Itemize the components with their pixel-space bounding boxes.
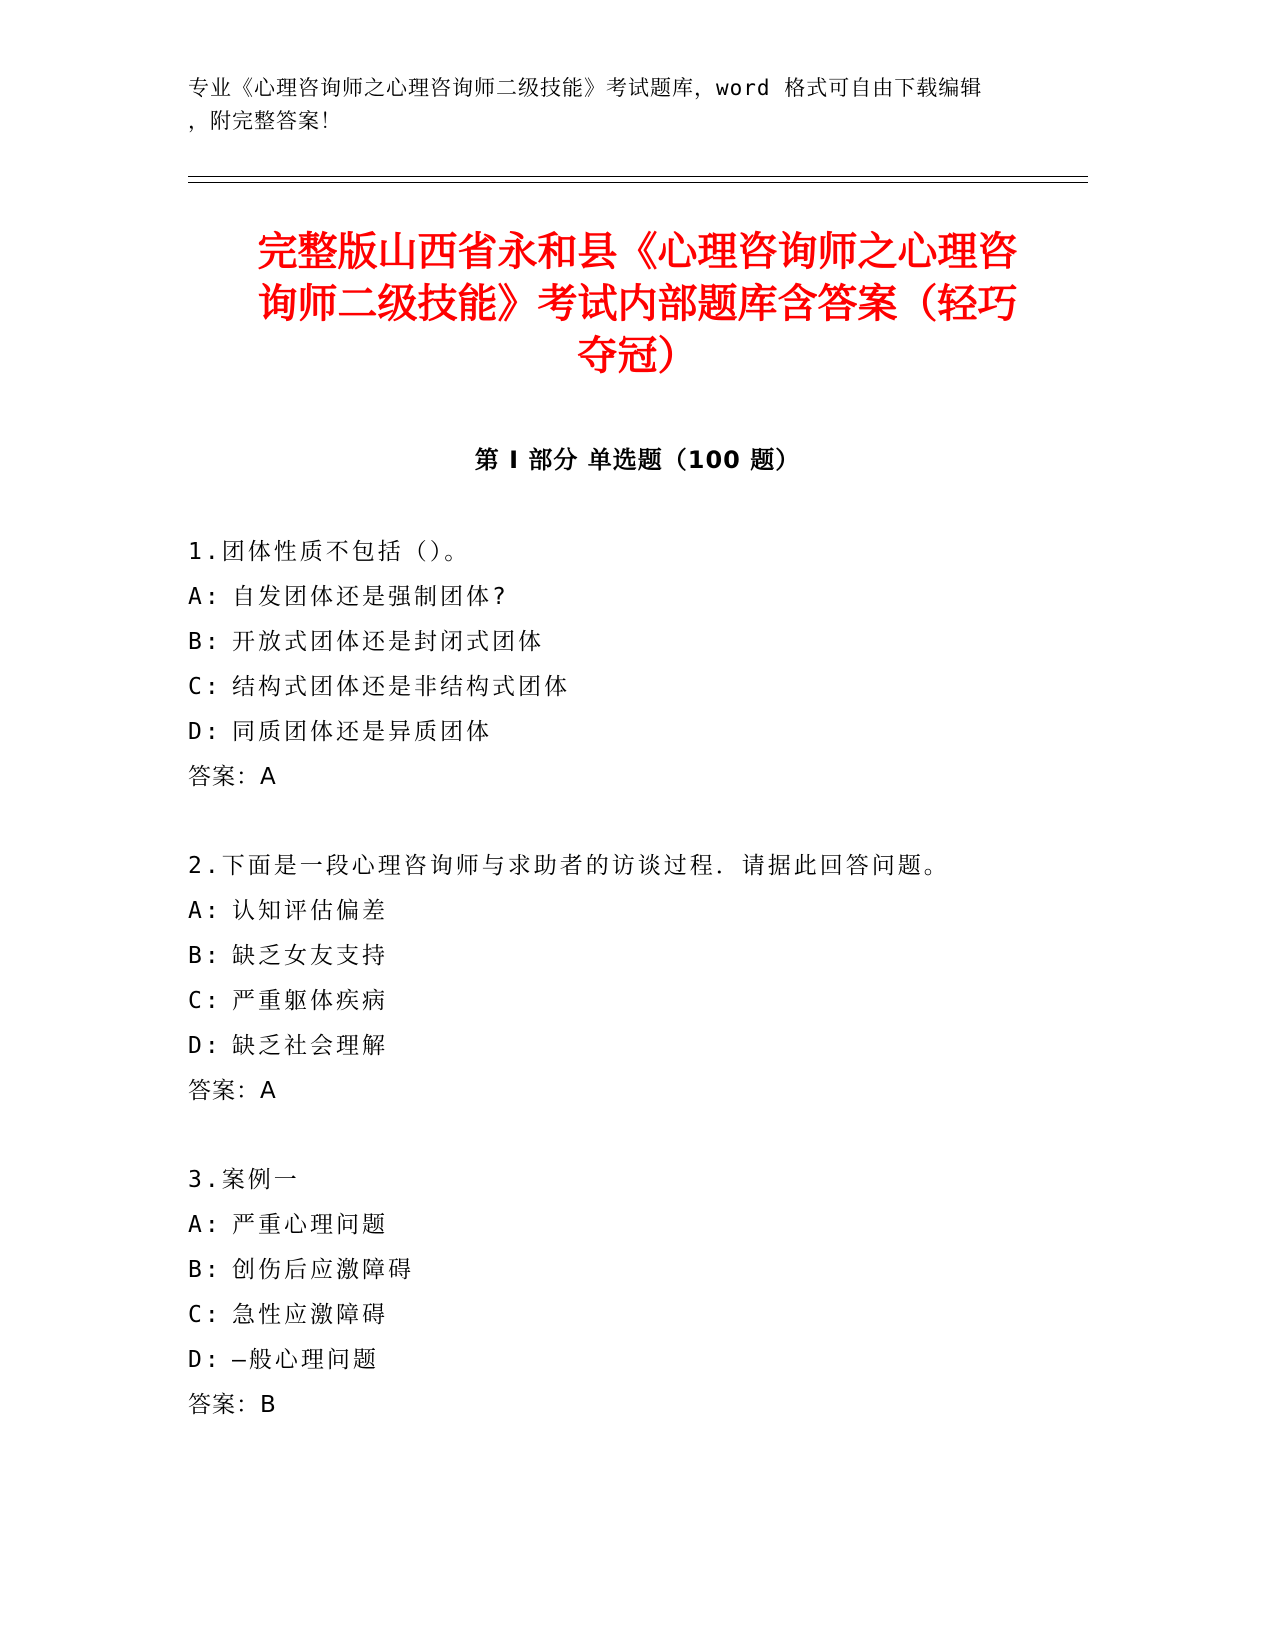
option-text: —般心理问题: [232, 1347, 379, 1373]
option-text: 结构式团体还是非结构式团体: [232, 674, 570, 700]
option-a: [188, 1203, 1088, 1248]
header-divider: [188, 176, 1088, 177]
option-c: [188, 979, 1088, 1024]
question-item: [188, 530, 1088, 800]
option-a: [188, 575, 1088, 620]
option-letter: D:: [188, 719, 222, 745]
option-text: 缺乏女友支持: [232, 943, 388, 969]
answer-line: 答案：A: [188, 1078, 277, 1104]
option-letter: C:: [188, 1302, 222, 1328]
header-note: [188, 72, 1088, 138]
option-letter: B:: [188, 943, 222, 969]
option-letter: D:: [188, 1347, 222, 1373]
option-c: [188, 665, 1088, 710]
option-a: [188, 889, 1088, 934]
option-letter: D:: [188, 1033, 222, 1059]
option-letter: A:: [188, 1212, 222, 1238]
header-note-line: 专业《心理咨询师之心理咨询师二级技能》考试题库，word 格式可自由下载编辑: [188, 76, 983, 100]
title-line: 完整版山西省永和县《心理咨询师之心理咨: [257, 229, 1018, 275]
option-text: 开放式团体还是封闭式团体: [232, 629, 544, 655]
option-letter: A:: [188, 584, 222, 610]
option-b: [188, 1248, 1088, 1293]
header-divider: [188, 182, 1088, 183]
option-d: [188, 1024, 1088, 1069]
question-stem: 1.团体性质不包括（）。: [188, 539, 471, 565]
option-text: 认知评估偏差: [232, 898, 388, 924]
option-text: 同质团体还是异质团体: [232, 719, 492, 745]
question-list: [188, 530, 1088, 1472]
question-item: [188, 844, 1088, 1114]
option-b: [188, 934, 1088, 979]
header-note-line: ，附完整答案！: [188, 109, 342, 133]
option-text: 自发团体还是强制团体?: [232, 584, 509, 610]
option-d: [188, 710, 1088, 755]
question-item: [188, 1158, 1088, 1428]
title-line: 询师二级技能》考试内部题库含答案（轻巧: [257, 281, 1018, 327]
option-c: [188, 1293, 1088, 1338]
option-b: [188, 620, 1088, 665]
title-line: 夺冠）: [577, 333, 698, 379]
option-text: 急性应激障碍: [232, 1302, 388, 1328]
option-text: 缺乏社会理解: [232, 1033, 388, 1059]
answer-line: 答案：B: [188, 1392, 277, 1418]
answer-line: 答案：A: [188, 764, 277, 790]
option-text: 严重心理问题: [232, 1212, 388, 1238]
option-text: 严重躯体疾病: [232, 988, 388, 1014]
option-letter: C:: [188, 674, 222, 700]
question-stem: 2.下面是一段心理咨询师与求助者的访谈过程．请据此回答问题。: [188, 853, 950, 879]
option-text: 创伤后应激障碍: [232, 1257, 414, 1283]
option-d: [188, 1338, 1088, 1383]
document-title: [150, 226, 1125, 382]
option-letter: B:: [188, 1257, 222, 1283]
option-letter: A:: [188, 898, 222, 924]
option-letter: C:: [188, 988, 222, 1014]
option-letter: B:: [188, 629, 222, 655]
question-stem: 3.案例一: [188, 1167, 300, 1193]
section-title: 第 I 部分 单选题（100 题）: [474, 446, 801, 474]
